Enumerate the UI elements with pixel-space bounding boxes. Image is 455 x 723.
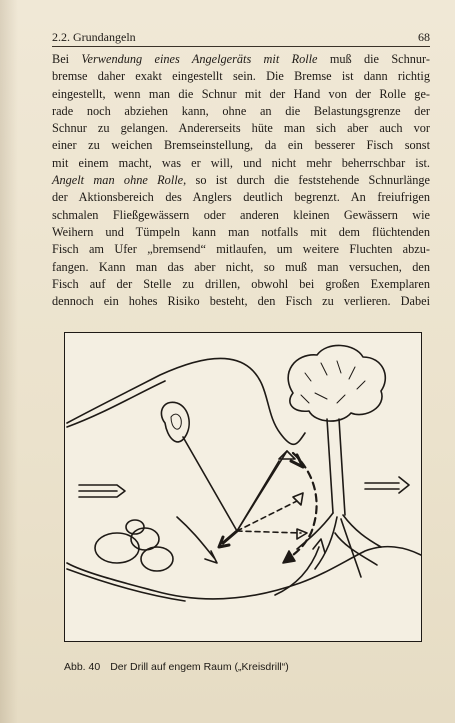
text-line: [52, 120, 430, 137]
header-rule: [52, 46, 430, 47]
italic-phrase: Angelt man ohne Rolle: [52, 173, 184, 188]
text-line: [52, 172, 430, 189]
text-line: [52, 68, 430, 85]
flow-arrow-left: [79, 485, 125, 497]
figure-caption-text: Der Drill auf engem Raum („Kreisdrill“): [110, 661, 289, 673]
text-segment: muß die Schnur-: [317, 52, 431, 66]
text-line: [52, 224, 430, 241]
page-number: 68: [418, 30, 430, 44]
swing-line-3: [237, 531, 301, 533]
text-line: [52, 86, 430, 103]
text-segment: bremse daher exakt eingestellt sein. Die Bremse ist dann richtig: [52, 69, 430, 84]
text-segment: Schnur zu gelangen. Andererseits hüte man sich aber auch vor: [52, 121, 430, 136]
upper-bank-line-2: [67, 381, 165, 427]
text-line: [52, 103, 430, 120]
text-segment: rade noch abziehen kann, ohne an die Belastungsgrenze der: [52, 103, 430, 118]
text-line: [52, 155, 430, 172]
text-line: [52, 259, 430, 276]
tree-trunk: [327, 419, 345, 515]
text-line: [52, 293, 430, 310]
body-text: [52, 51, 430, 310]
flow-arrow-right: [365, 477, 409, 493]
italic-phrase: Verwendung eines Angelgeräts mit Rolle: [81, 52, 318, 66]
text-line: [52, 241, 430, 258]
text-segment: dennoch ein hohes Risiko besteht, den Fisch zu verlieren. Dabei: [52, 294, 430, 309]
text-line: [52, 207, 430, 224]
text-segment: Bei: [52, 52, 82, 66]
bold-arrow: [219, 531, 237, 547]
text-segment: Fisch auf der Stelle zu drillen, obwohl bei großen Exemplaren: [52, 276, 430, 291]
arc-arrowhead: [283, 551, 295, 563]
roots: [297, 513, 381, 577]
text-segment: schmalen Fließgewässern oder anderen kleinen Gewässern wie: [52, 207, 430, 222]
bush-texture: [301, 361, 365, 403]
text-line: [52, 137, 430, 154]
circular-arc: [287, 453, 317, 559]
text-segment: mit einem macht, was er will, und nicht mehr beherrschbar ist.: [52, 155, 430, 170]
text-segment: , so ist durch die feststehende Schnurlänge: [183, 173, 430, 188]
lower-bank-line: [67, 547, 421, 599]
fish-figure-inner: [171, 414, 181, 429]
text-segment: einer zu weichen Bremseinstellung, da ein besserer Fisch sonst: [52, 138, 430, 153]
fish-mark-3: [297, 529, 307, 539]
figure-label: Abb. 40: [64, 661, 101, 673]
figure-illustration: [64, 332, 422, 642]
text-line: [52, 51, 430, 68]
text-segment: Weihern und Tümpeln kann man notfalls mit dem flüchtenden: [52, 224, 430, 239]
upper-bank-line: [67, 359, 305, 445]
bush-icon: [288, 345, 385, 421]
text-line: [52, 189, 430, 206]
text-segment: eingestellt, wenn man die Schnur mit der Hand von der Rolle ge-: [52, 86, 430, 101]
text-segment: Fisch am Ufer „bremsend“ mitlaufen, um weitere Fluchten abzu-: [52, 242, 430, 257]
text-line: [52, 276, 430, 293]
lower-bank-line-2: [67, 569, 185, 601]
text-segment: der Aktionsbereich des Anglers deutlich begrenzt. An freiufrigen: [52, 190, 430, 205]
page-gutter-shadow: [0, 0, 18, 723]
drill-diagram: [65, 333, 421, 641]
figure-caption: [64, 661, 424, 673]
fishing-line: [183, 437, 237, 531]
text-segment: fangen. Kann man das aber nicht, so muß man versuchen, den: [52, 259, 430, 274]
section-title: 2.2. Grundangeln: [52, 30, 136, 44]
stone-3: [141, 547, 173, 571]
fish-mark-2: [293, 493, 303, 505]
fish-figure: [161, 402, 189, 442]
running-header: [52, 30, 430, 46]
sweep-arrow-left: [177, 517, 217, 563]
stone-1: [95, 533, 139, 563]
